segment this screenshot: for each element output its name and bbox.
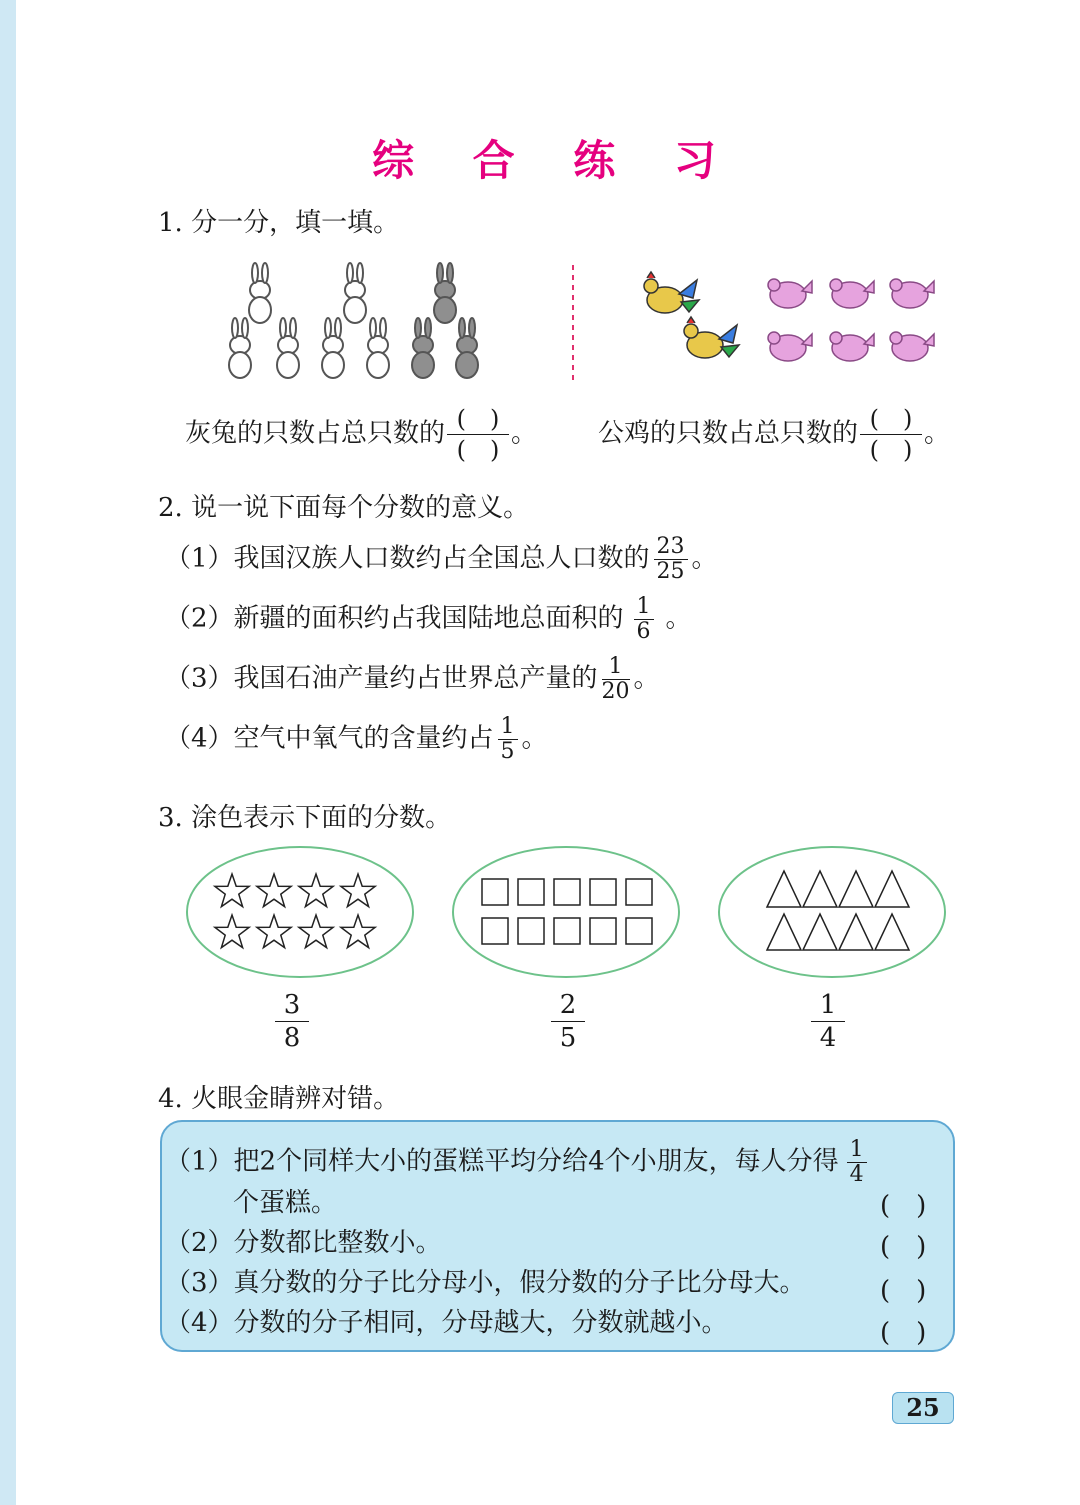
q3-fraction-2: 2 5 [548, 990, 588, 1053]
white-rabbit-icon [367, 318, 389, 378]
rooster-group [644, 272, 739, 358]
gray-rabbit-icon [412, 318, 434, 378]
q1-left-sentence [185, 404, 537, 465]
rooster-icon [684, 317, 739, 358]
answer-paren-1[interactable]: ( ) [880, 1191, 927, 1221]
white-rabbit-icon [322, 318, 344, 378]
answer-paren-3[interactable]: ( ) [880, 1276, 927, 1306]
hen-icon [830, 332, 874, 361]
shapes-illustration [180, 840, 960, 985]
white-rabbit-icon [277, 318, 299, 378]
answer-paren-4[interactable]: ( ) [880, 1318, 927, 1348]
gray-rabbit-icon [456, 318, 478, 378]
oval-triangles [719, 847, 945, 977]
white-rabbit-icon [229, 318, 251, 378]
hen-icon [830, 279, 874, 308]
blank-fraction [447, 404, 509, 465]
q2-item-1: （1）我国汉族人口数约占全国总人口数的 $\frac{23}{25}$ 。 [165, 534, 718, 584]
q4-item-2: （2）分数都比整数小。 [165, 1228, 442, 1258]
hen-icon [768, 332, 812, 361]
blank-numerator[interactable]: ( ) [456, 405, 500, 433]
q2-item-4: （4）空气中氧气的含量约占 $\frac{1}{5}$ 。 [165, 714, 548, 764]
q2-item-2: （2）新疆的面积约占我国陆地总面积的 $\frac{1}{6}$ 。 [165, 594, 692, 644]
oval-stars [187, 847, 413, 977]
period: 。 [511, 418, 538, 449]
q4-item-4: （4）分数的分子相同，分母越大，分数就越小。 [165, 1308, 728, 1338]
q1-right-text: 公鸡的只数占总只数的 [598, 418, 859, 449]
q1-heading: 1. 分一分，填一填。 [158, 208, 400, 238]
q2-heading: 2. 说一说下面每个分数的意义。 [158, 493, 530, 523]
hen-icon [890, 332, 934, 361]
q3-fraction-1: 3 8 [272, 990, 312, 1053]
blank-denominator[interactable]: ( ) [869, 436, 913, 464]
q4-item-1: （1）把2个同样大小的蛋糕平均分给4个小朋友，每人分得 $\frac{1}{4}$ [165, 1138, 871, 1187]
q3-fraction-3: 1 4 [808, 990, 848, 1053]
period: 。 [924, 418, 951, 449]
oval-squares [453, 847, 679, 977]
white-rabbit-icon [344, 263, 366, 323]
q4-item-3: （3）真分数的分子比分母小，假分数的分子比分母大。 [165, 1268, 806, 1298]
hen-group [768, 279, 934, 361]
rabbit-group [229, 263, 478, 378]
q4-heading: 4. 火眼金睛辨对错。 [158, 1084, 400, 1114]
blank-denominator[interactable]: ( ) [456, 436, 500, 464]
gray-rabbit-icon [434, 263, 456, 323]
page-number: 25 [892, 1392, 954, 1424]
white-rabbit-icon [249, 263, 271, 323]
hen-icon [768, 279, 812, 308]
blank-fraction [860, 404, 922, 465]
animal-illustration [210, 260, 970, 390]
q1-left-text: 灰兔的只数占总只数的 [185, 418, 446, 449]
hen-icon [890, 279, 934, 308]
rooster-icon [644, 272, 699, 313]
side-strip [0, 0, 16, 1505]
page-title: 综 合 练 习 [372, 136, 738, 185]
q2-item-3: （3）我国石油产量约占世界总产量的 $\frac{1}{20}$ 。 [165, 654, 660, 704]
answer-paren-2[interactable]: ( ) [880, 1232, 927, 1262]
q1-right-sentence [598, 404, 950, 465]
q4-item-1-cont: 个蛋糕。 [233, 1188, 338, 1218]
q3-heading: 3. 涂色表示下面的分数。 [158, 803, 452, 833]
blank-numerator[interactable]: ( ) [869, 405, 913, 433]
